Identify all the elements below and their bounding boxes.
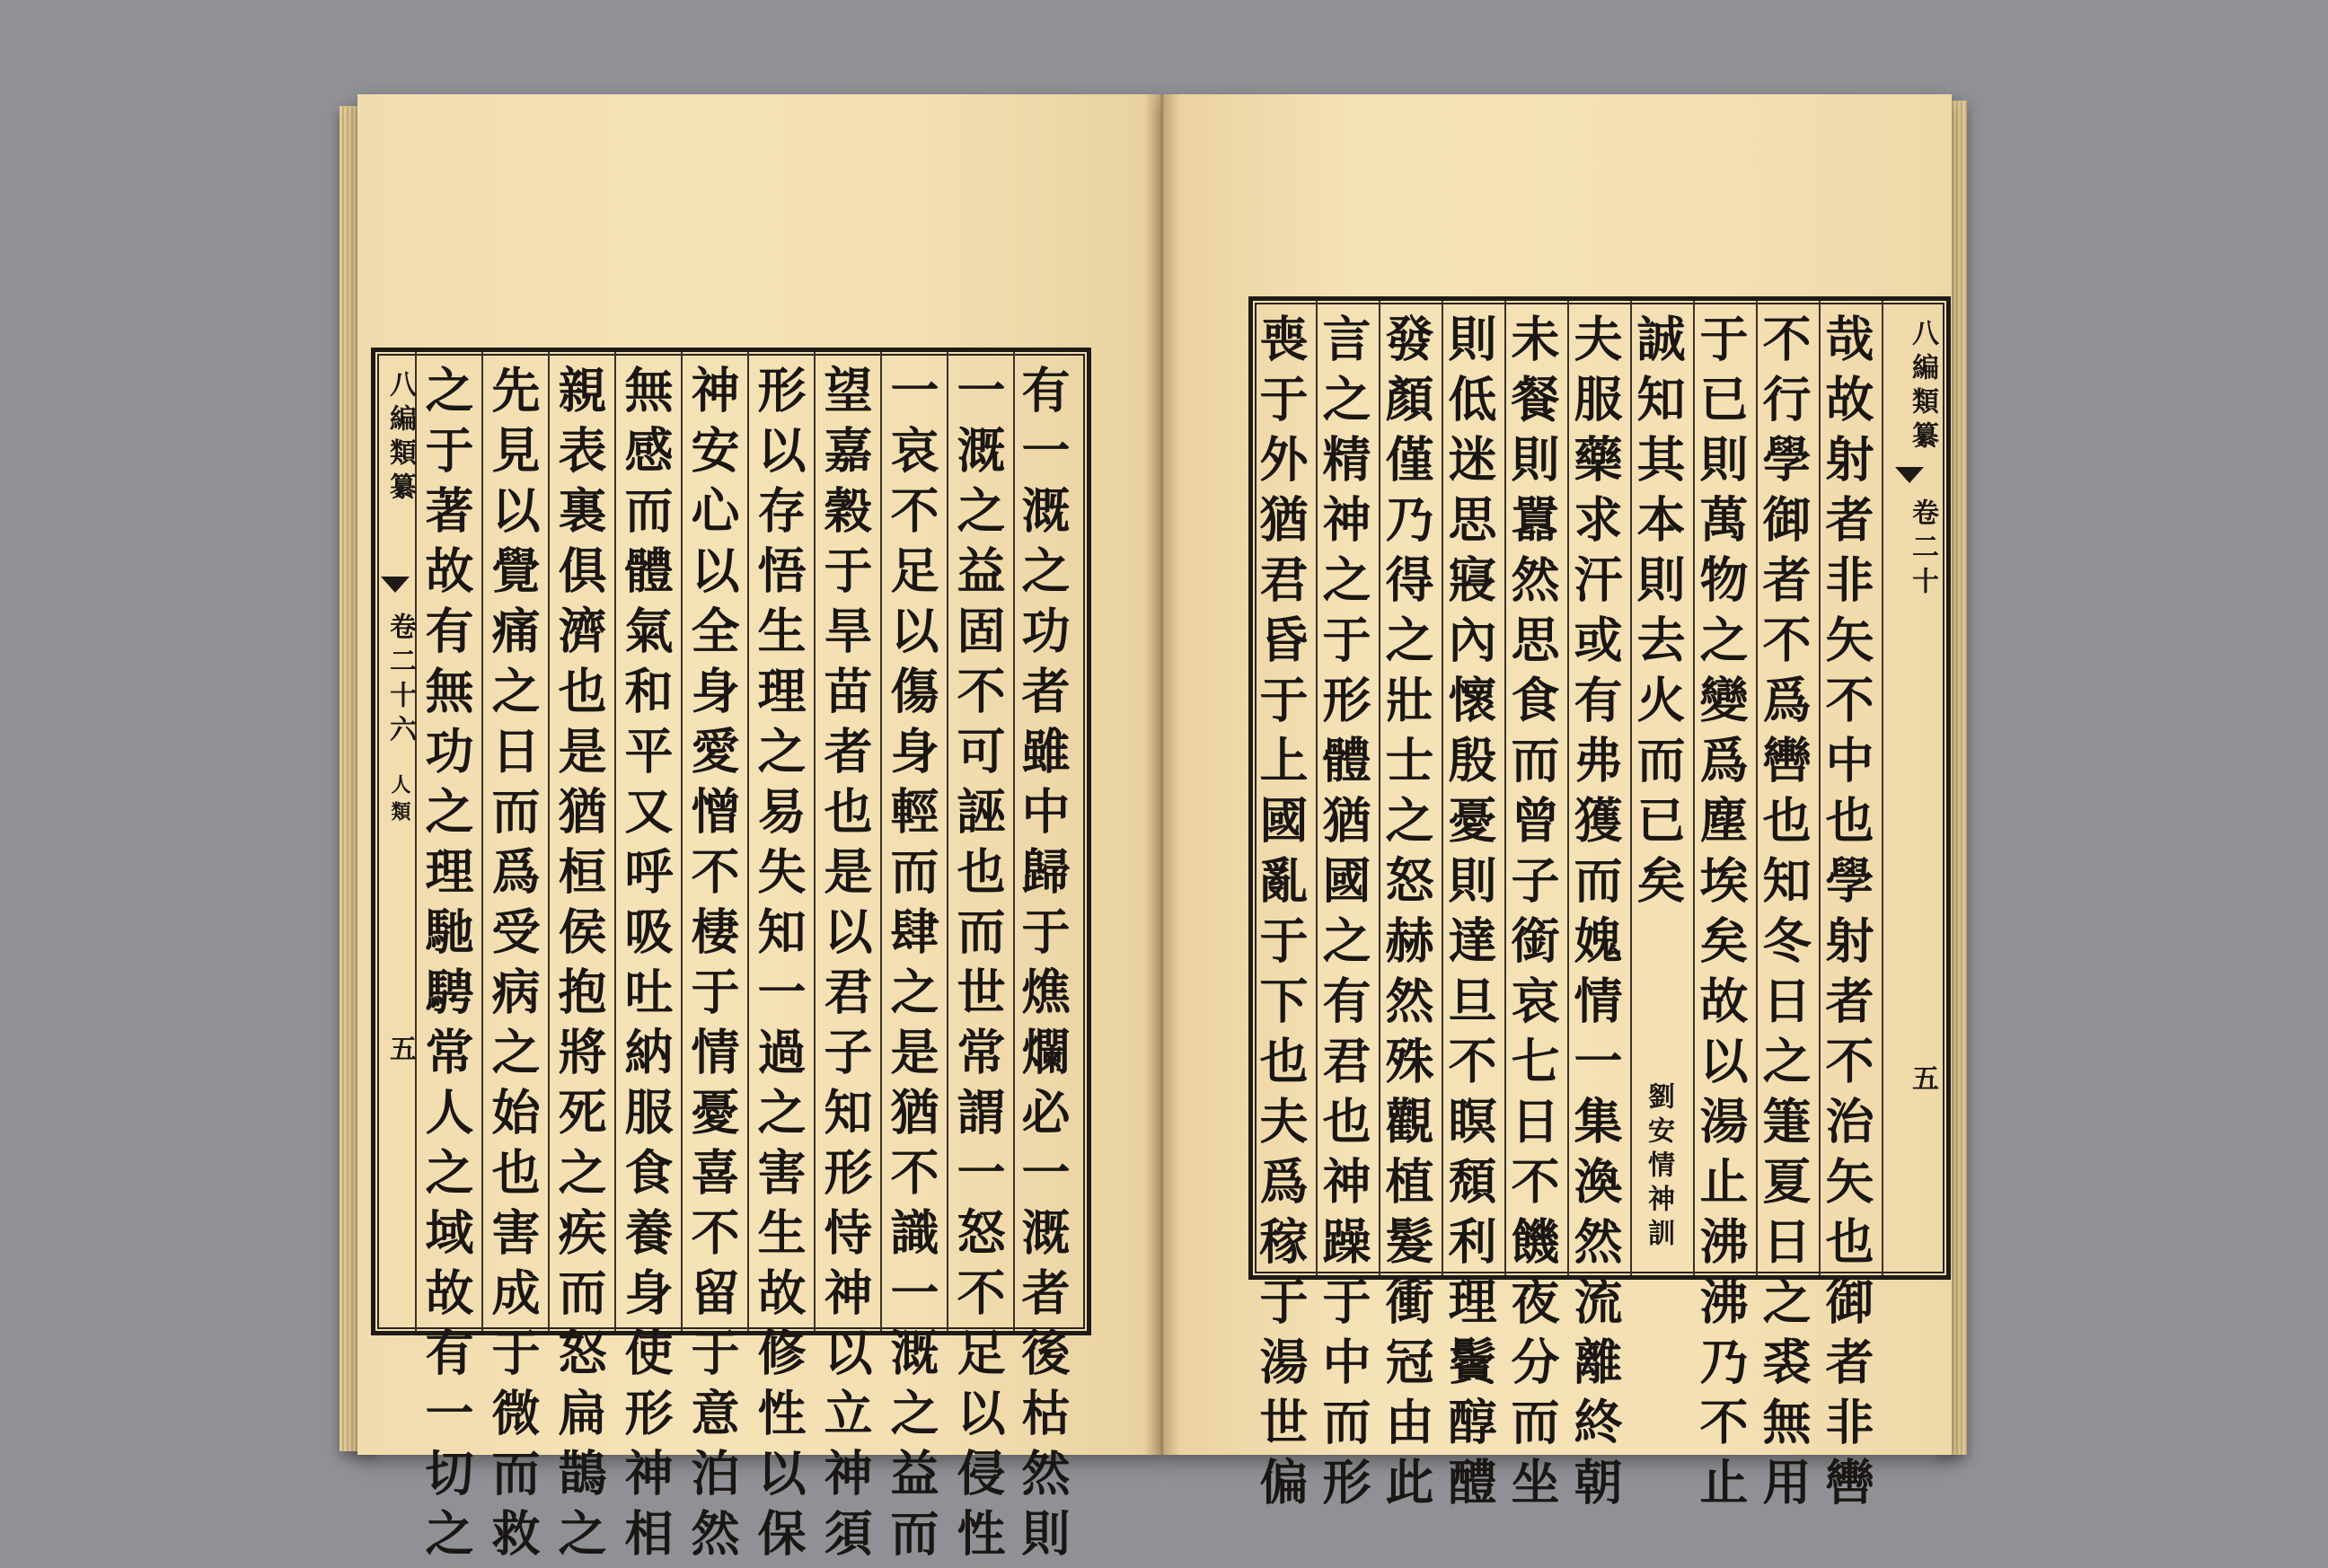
left-col-6: 神安心以全身愛憎不棲于情憂喜不留于意泊然 [681,352,749,1331]
right-fish-tail [1895,467,1924,483]
right-col-6: 未餐則囂然思食而曾子銜哀七日不饑夜分而坐 [1504,301,1569,1275]
left-col-9: 先見以覺痛之日而爲受病之始也害成于微而救 [481,352,550,1331]
left-col-10: 之于著故有無功之理馳騁常人之域故有一切之 [415,352,483,1331]
left-page-frame [371,348,1091,1568]
right-banxin-volume: 卷二十 [1907,498,1938,601]
right-banxin-title: 八編類纂 [1907,319,1938,455]
right-col-9: 言之精神之于形體猶國之有君也神躁于中而形 [1316,301,1380,1275]
right-page [1161,94,1952,1517]
left-col-4: 望嘉穀于旱苗者也是以君子知形恃神以立神須 [814,352,882,1331]
right-banxin [1882,301,1937,1275]
right-page-frame [1248,296,1951,1517]
book-gutter [1144,94,1180,1455]
left-col-3: 一哀不足以傷身輕而肆之是猶不識一溉之益而 [880,352,948,1331]
left-col-7: 無感而體氣和平又呼吸吐納服食養身使形神相 [614,352,683,1331]
left-banxin-section: 人類 [388,774,411,828]
left-banxin-volume: 卷二十六 [384,612,416,749]
left-col-2: 一溉之益固不可誣也而世常謂一怒不足以侵性 [947,352,1015,1331]
right-col-7: 則低迷思寢內懷殷憂則達旦不瞑頹利理鬢醇醴 [1442,301,1506,1275]
right-col-8: 發顏僅乃得之壯士之怒赫然殊觀植髮衝冠由此 [1379,301,1443,1275]
right-col-2: 不行學御者不爲轡也知冬日之箑夏日之裘無用 [1756,301,1821,1275]
right-col-1: 哉故射者非矢不中也學射者不治矢也御者非轡 [1819,301,1883,1275]
right-col-10: 喪于外猶君昏于上國亂于下也夫爲稼于湯世偏 [1253,301,1318,1275]
left-col-8: 親表裏俱濟也是猶桓侯抱將死之疾而怒扁鵲之 [548,352,616,1331]
left-col-5: 形以存悟生理之易失知一過之害生故修性以保 [747,352,816,1331]
left-fish-tail [381,577,410,593]
right-col-3: 于已則萬物之變爲塵埃矣故以湯止沸沸乃不止 [1693,301,1758,1275]
right-col-5: 夫服藥求汗或有弗獲而媿情一集渙然流離終朝 [1567,301,1632,1275]
left-page [357,94,1161,1568]
left-banxin-title: 八編類纂 [384,370,416,507]
left-banxin-folio: 五 [384,1035,416,1069]
left-col-1: 有一溉之功者雖中歸于燋爛必一溉者後枯然則 [1014,365,1071,1568]
right-banxin-folio: 五 [1907,1064,1938,1098]
right-col-4: 誠知其本則去火而已矣 劉安情神訓 [1630,301,1695,1275]
right-source-note: 劉安情神訓 [1643,1082,1674,1253]
